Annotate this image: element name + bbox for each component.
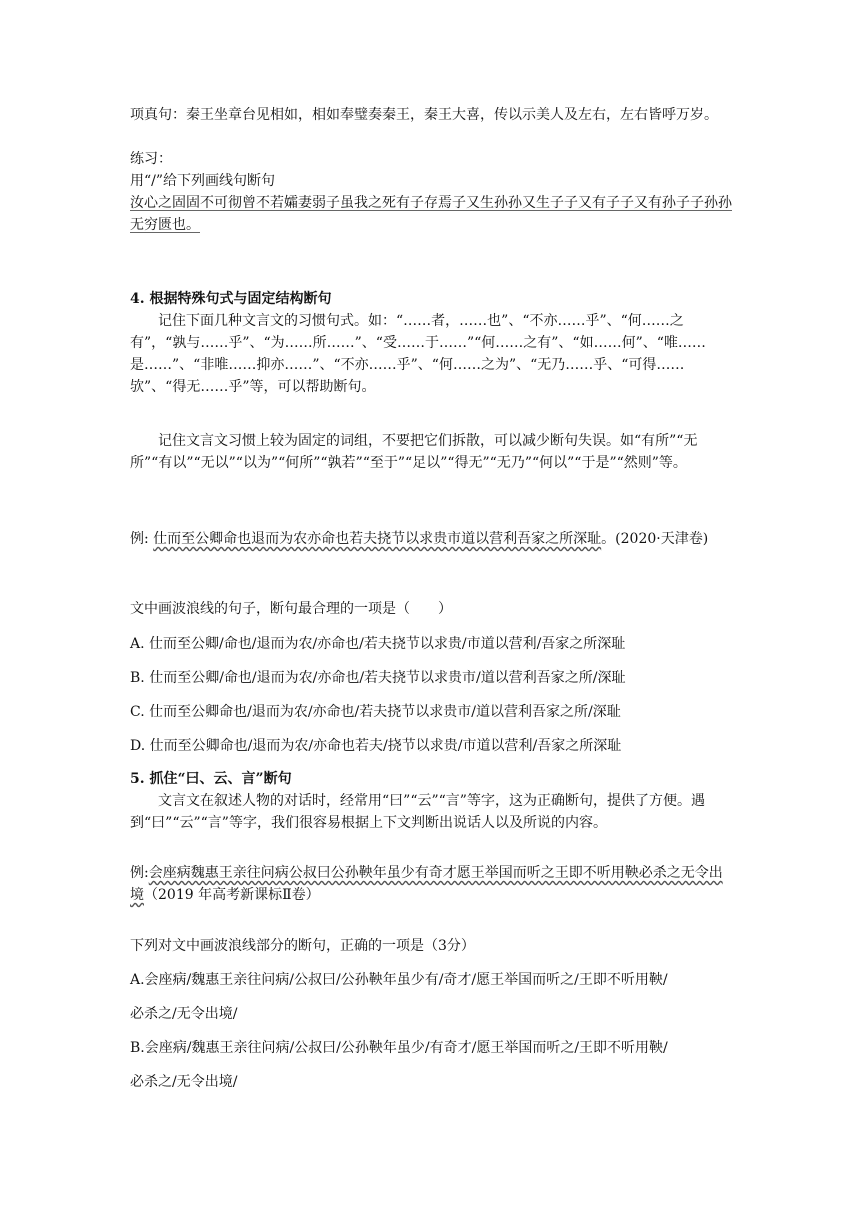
section5-question: 下列对文中画波浪线部分的断句，正确的一项是（3分） bbox=[130, 938, 475, 954]
option-c: C. 仕而至公卿命也/退而为农/亦命也/若夫挠节以求贵市/道以营利吾家之所/深耻 bbox=[130, 704, 621, 720]
example-source: 。(2020·天津卷) bbox=[601, 531, 709, 547]
item-sentence: 项真句：秦王坐章台见相如，相如奉璧奏秦王，秦王大喜，传以示美人及左右，左右皆呼万岁。 bbox=[130, 107, 718, 123]
practice-underlined-text: 汝心之固固不可彻曾不若孀妻弱子虽我之死有子存焉子又生孙孙又生子子又有子子又有孙子子孙孙无穷匮也。 bbox=[130, 195, 732, 233]
example2-prefix: 例: bbox=[130, 865, 149, 881]
example-prefix: 例: bbox=[130, 531, 154, 547]
option-a: A. 仕而至公卿/命也/退而为农/亦命也/若夫挠节以求贵/市道以营利/吾家之所深耻 bbox=[130, 636, 626, 652]
option2-a-line1: A.会座病/魏惠王亲往问病/公叔曰/公孙鞅年虽少有/奇才/愿王举国而听之/王即不听用鞅/ bbox=[130, 972, 668, 988]
section5-example bbox=[130, 862, 735, 906]
section4-heading: 4. 根据特殊句式与固定结构断句 bbox=[130, 291, 332, 307]
section4-example bbox=[130, 528, 735, 550]
practice-label: 练习： bbox=[130, 151, 172, 167]
option2-b-line1: B.会座病/魏惠王亲往问病/公叔曰/公孙鞅年虽少/有奇才/愿王举国而听之/王即不听用鞅/ bbox=[130, 1040, 668, 1056]
option2-a-line2: 必杀之/无令出境/ bbox=[130, 1006, 238, 1022]
section4-para2: 记住文言文习惯上较为固定的词组，不要把它们拆散，可以减少断句失误。如“有所”“无所”“有以”“无以”“以为”“何所”“孰若”“至于”“足以”“得无”“无乃”“何以”“于是”“然则”等。 bbox=[130, 433, 698, 471]
practice-text bbox=[130, 192, 735, 236]
section4-question: 文中画波浪线的句子，断句最合理的一项是（ ） bbox=[130, 601, 452, 617]
example2-wavy-text: 会座病魏惠王亲往问病公叔曰公孙鞅年虽少有奇才愿王举国而听之王即不听用鞅必杀之无令出境 bbox=[130, 865, 723, 903]
section5-heading: 5. 抓住“曰、云、言”断句 bbox=[130, 771, 292, 787]
option-d: D. 仕而至公卿命也/退而为农/亦命也若夫/挠节以求贵/市道以营利/吾家之所深耻 bbox=[130, 738, 622, 754]
practice-instruction: 用“/”给下列画线句断句 bbox=[130, 173, 276, 189]
example2-source: （2019 年高考新课标Ⅱ卷） bbox=[144, 887, 320, 903]
section5-para: 文言文在叙述人物的对话时，经常用“曰”“云”“言”等字，这为正确断句，提供了方便。遇到“曰”“云”“言”等字，我们很容易根据上下文判断出说话人以及所说的内容。 bbox=[130, 793, 705, 831]
option-b: B. 仕而至公卿/命也/退而为农/亦命也/若夫挠节以求贵市/道以营利吾家之所/深耻 bbox=[130, 670, 626, 686]
section4-para1: 记住下面几种文言文的习惯句式。如：“……者，……也”、“不亦……乎”、“何……之有”，“孰与……乎”、“为……所……”、“受……于……”“何……之有”、“如……何”、“唯……是……”、“非唯……抑亦……”、“不亦……乎”、“何……之为”、“无乃……乎、“可得……欤”、“得无……乎”等，可以帮助断句。 bbox=[130, 313, 706, 395]
example-wavy-text: 仕而至公卿命也退而为农亦命也若夫挠节以求贵市道以营利吾家之所深耻 bbox=[153, 531, 602, 547]
option2-b-line2: 必杀之/无令出境/ bbox=[130, 1074, 238, 1090]
